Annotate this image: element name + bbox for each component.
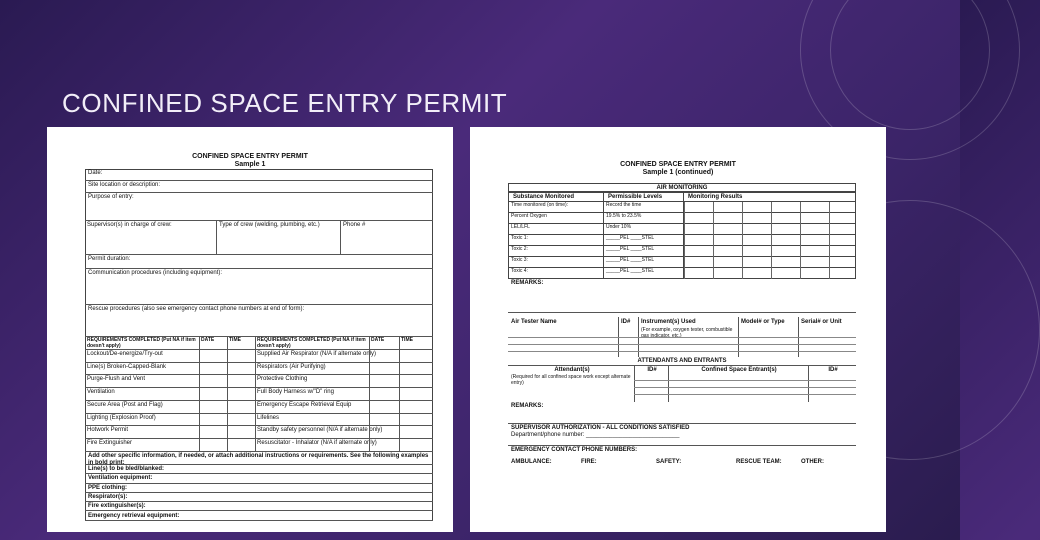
result-cell [713,268,714,279]
result-cell [742,257,743,268]
req-row [85,439,433,452]
result-cell [713,213,714,224]
instrument-col-label: Instrument(s) Used [641,319,696,325]
column-divider [369,337,370,452]
column-divider [227,337,228,452]
air-level: _____PEL ____STEL [606,246,655,252]
result-cell [713,257,714,268]
contact-label: RESCUE TEAM: [736,458,782,465]
air-row [508,202,856,213]
attendant-col-label: ID# [828,367,838,373]
result-cell [771,246,772,257]
rescue-label: Rescue procedures (also see emergency contact phone numbers at end of form): [88,306,305,312]
attendants-header: ATTENDANTS AND ENTRANTS [508,357,856,366]
instrument-col-label: Model# or Type [741,319,785,325]
remarks-1 [508,279,856,313]
req-header-row [85,337,433,350]
air-level: Under 10% [606,224,632,230]
result-cell [742,224,743,235]
air-col-header [508,192,856,202]
result-cell [684,246,685,257]
req-right-item: Resuscitator - Inhalator (N/A if alternate only) [257,440,377,447]
req-row [85,401,433,414]
req-left-item: Line(s) Broken-Capped-Blank [87,363,167,370]
note-row: Ventilation equipment: [85,474,433,483]
rescue-field [85,305,433,337]
column-divider [399,337,400,452]
note-row: Fire extinguisher(s): [85,502,433,511]
air-col-label: Permissible Levels [608,194,663,200]
result-cell [684,235,685,246]
result-cell [713,235,714,246]
req-header-cell: REQUIREMENTS COMPLETED (Put NA if item doesn't apply) [87,337,196,349]
result-cell [800,268,801,279]
permit-page-1 [47,127,453,532]
slide-title: CONFINED SPACE ENTRY PERMIT [62,88,508,118]
req-header-cell: TIME [401,337,413,343]
result-cell [800,224,801,235]
purpose-label: Purpose of entry: [88,194,134,200]
result-cell [742,235,743,246]
instrument-table [508,317,856,357]
column-divider [255,337,256,452]
instrument-col-label: ID# [621,319,631,325]
air-level: _____PEL ____STEL [606,235,655,241]
contact-label: AMBULANCE: [511,458,552,465]
result-cell [742,202,743,213]
result-cell [684,268,685,279]
attendant-divider [668,366,669,402]
air-row [508,224,856,235]
air-substance: Toxic 4: [511,268,528,274]
attendants-table [508,366,856,402]
result-cell [684,224,685,235]
duration-field: Permit duration: [85,255,433,269]
attendant-col-label: Attendant(s) [554,367,590,373]
note-row: Line(s) to be bled/blanked: [85,465,433,474]
air-divider [683,192,684,279]
req-left-item: Lockout/De-energize/Try-out [87,350,163,357]
communication-field [85,269,433,305]
air-substance: Time monitored (on time): [511,202,569,208]
air-row [508,213,856,224]
result-cell [829,246,830,257]
req-row [85,414,433,427]
remarks-2 [508,402,856,424]
supervisor-auth-label: SUPERVISOR AUTHORIZATION - ALL CONDITIONS SATISFIED [511,425,690,431]
doc-title: CONFINED SPACE ENTRY PERMIT [192,153,308,160]
req-right-item: Emergency Escape Retrieval Equip [257,401,352,408]
attendant-note: (Required for all confined space work except alternate entry) [511,374,631,386]
result-cell [771,213,772,224]
air-substance: Toxic 3: [511,257,528,263]
air-substance: Percent Oxygen [511,213,547,219]
instrument-line [508,351,856,352]
req-left-item: Lighting (Explosion Proof) [87,414,156,421]
result-cell [713,202,714,213]
result-cell [829,224,830,235]
remarks-2-label: REMARKS: [511,403,544,409]
result-cell [684,202,685,213]
req-right-item: Full Body Harness w/"D" ring [257,389,334,396]
result-cell [742,268,743,279]
result-cell [684,257,685,268]
doc2-subtitle: Sample 1 (continued) [642,169,714,176]
req-header-cell: REQUIREMENTS COMPLETED (Put NA if item doesn't apply) [257,337,366,349]
req-header-cell: TIME [229,337,241,343]
crew-type-label: Type of crew (welding, plumbing, etc.) [217,221,341,255]
result-cell [800,257,801,268]
phone-label: Phone # [343,222,366,228]
result-cell [800,213,801,224]
air-col-label: Monitoring Results [688,194,743,200]
air-level: _____PEL ____STEL [606,257,655,263]
req-left-item: Purge-Flush and Vent [87,376,146,383]
dept-phone-label: Department/phone number: ____________________________ [511,431,680,438]
result-cell [829,213,830,224]
doc2-title: CONFINED SPACE ENTRY PERMIT [620,161,736,168]
attendant-divider [808,366,809,402]
purpose-field [85,193,433,221]
attendant-line [634,387,856,388]
req-left-item: Secure Area (Post and Flag) [87,401,163,408]
result-cell [800,202,801,213]
instrument-col-label: Serial# or Unit [801,319,842,325]
contact-label: FIRE: [581,458,597,465]
notes-heading-text: Add other specific information, if needed, or attach additional instructions or requirements. See the following examples in bold print: [88,453,429,466]
req-left-item: Fire Extinguisher [87,440,133,447]
air-level: Record the time [606,202,642,208]
req-right-item: Standby safety personnel (N/A if alternate only) [257,427,383,434]
remarks-label: REMARKS: [511,280,544,286]
result-cell [684,213,685,224]
air-substance: Toxic 2: [511,246,528,252]
air-row [508,257,856,268]
attendant-col-label: Confined Space Entrant(s) [701,367,777,373]
emergency-contacts [508,446,856,482]
permit-page-2 [470,127,886,532]
air-row [508,268,856,279]
doc-subtitle: Sample 1 [234,161,266,168]
req-left-item: Ventilation [87,389,115,396]
supervisor-label: Supervisor(s) in charge of crew: [85,221,217,255]
req-header-cell: DATE [371,337,385,343]
result-cell [771,268,772,279]
result-cell [829,235,830,246]
result-cell [800,246,801,257]
req-row [85,375,433,388]
notes-heading [85,452,433,465]
req-left-item: Hotwork Permit [87,427,129,434]
result-cell [800,235,801,246]
note-row: PPE clothing: [85,484,433,493]
result-cell [771,235,772,246]
result-cell [713,246,714,257]
req-right-item: Respirators (Air Purifying) [257,363,326,370]
result-cell [713,224,714,235]
req-header-cell: DATE [201,337,215,343]
attendant-col-label: ID# [647,367,657,373]
air-col-label: Substance Monitored [513,194,575,200]
date-field: Date: [85,169,433,181]
instrument-col-label: Air Tester Name [511,319,557,325]
contact-list [511,459,853,473]
req-right-item: Lifelines [257,414,280,421]
result-cell [742,246,743,257]
req-row [85,363,433,376]
attendant-line [634,380,856,381]
req-row [85,388,433,401]
air-divider [603,192,604,279]
instrument-line [508,337,856,338]
contact-label: OTHER: [801,458,824,465]
attendant-divider [634,366,635,402]
req-right-item: Protective Clothing [257,376,308,383]
air-level: 19.5% to 23.5% [606,213,642,219]
air-monitoring-header: AIR MONITORING [508,183,856,192]
result-cell [829,268,830,279]
note-row: Respirator(s): [85,493,433,502]
result-cell [771,202,772,213]
result-cell [771,257,772,268]
result-cell [829,257,830,268]
air-substance: LEL/LFL [511,224,530,230]
air-row [508,235,856,246]
air-level: _____PEL ____STEL [606,268,655,274]
note-row: Emergency retrieval equipment: [85,512,433,521]
result-cell [742,213,743,224]
req-row [85,350,433,363]
communication-label: Communication procedures (including equipment): [88,270,223,276]
instrument-note: (For example, oxygen tester, combustible gas indicator, etc.) [641,327,733,339]
result-cell [771,224,772,235]
column-divider [199,337,200,452]
req-row [85,426,433,439]
contact-label: SAFETY: [656,458,682,465]
supervisor-auth [508,424,856,446]
air-row [508,246,856,257]
req-right-item: Supplied Air Respirator (N/A if alternate only) [257,350,377,357]
requirements-table [85,337,433,452]
emergency-label: EMERGENCY CONTACT PHONE NUMBERS: [511,447,638,453]
attendant-line [634,394,856,395]
site-field: Site location or description: [85,181,433,193]
instrument-line [508,344,856,345]
supervisor-row [85,221,433,255]
result-cell [829,202,830,213]
air-substance: Toxic 1: [511,235,528,241]
